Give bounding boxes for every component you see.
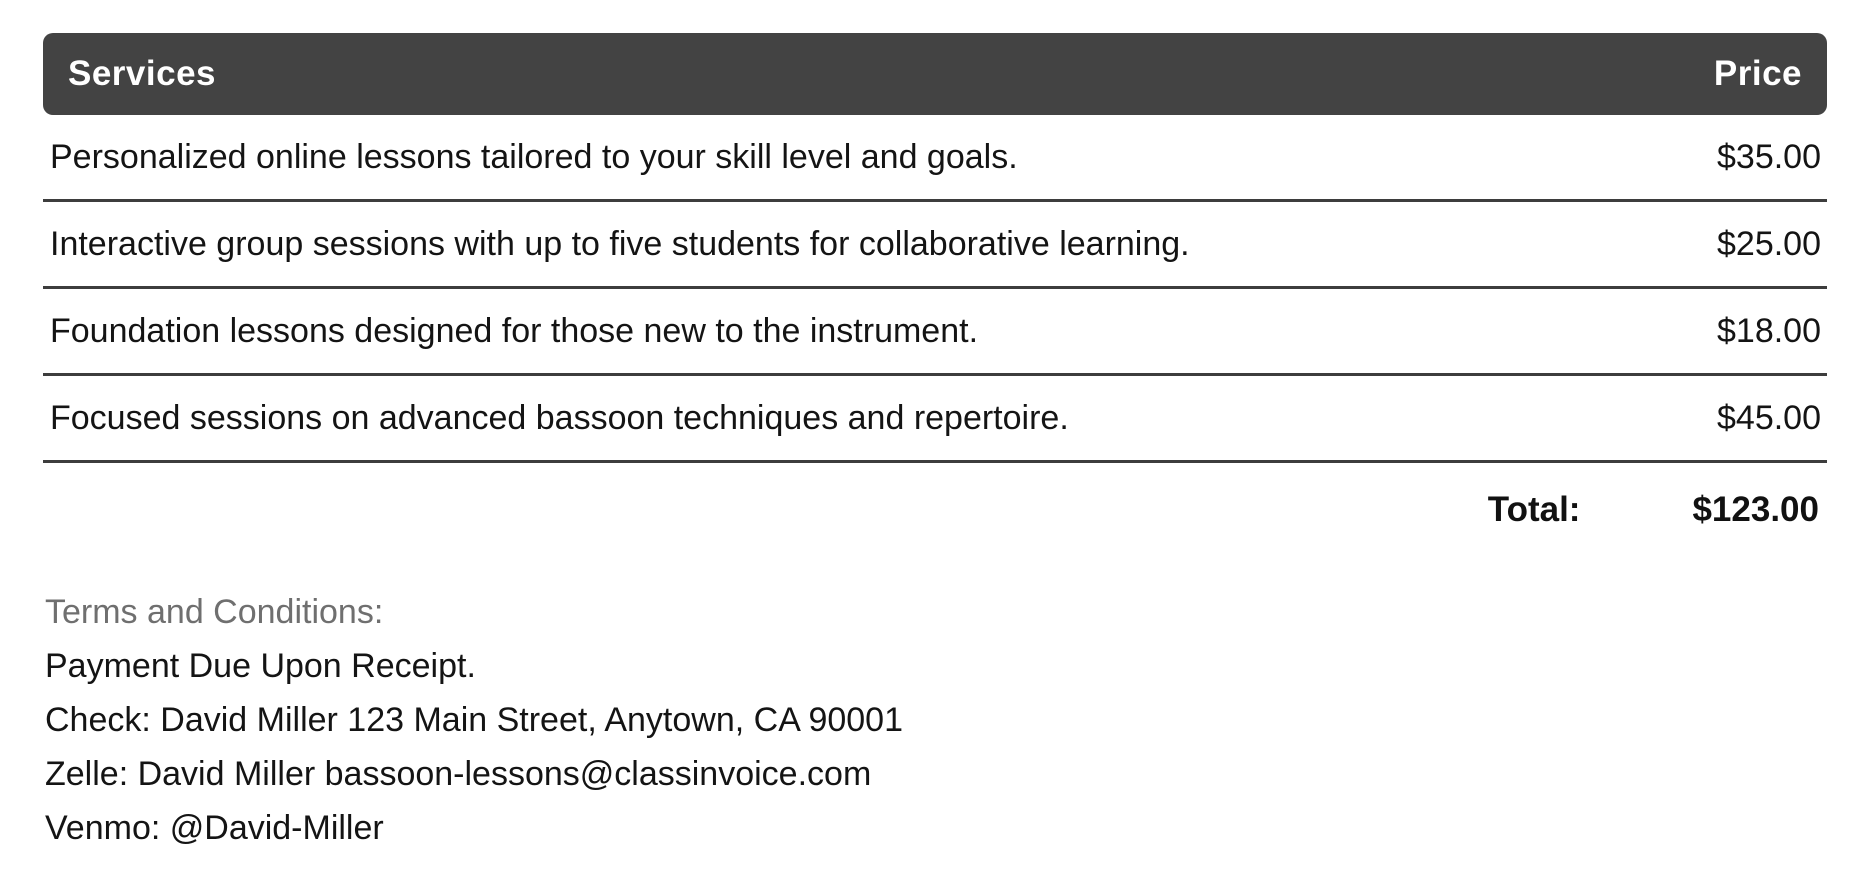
table-row xyxy=(43,289,1827,376)
service-price: $18.00 xyxy=(1717,311,1821,350)
total-row xyxy=(43,463,1827,557)
terms-line-zelle: Zelle: David Miller bassoon-lessons@classinvoice.com xyxy=(45,755,872,793)
total-value: $123.00 xyxy=(1692,490,1819,529)
terms-and-conditions-section xyxy=(43,585,1827,855)
table-row xyxy=(43,202,1827,289)
terms-line-payment-due: Payment Due Upon Receipt. xyxy=(45,647,476,685)
service-description: Interactive group sessions with up to five students for collaborative learning. xyxy=(50,224,1190,263)
table-row xyxy=(43,376,1827,463)
service-description: Focused sessions on advanced bassoon techniques and repertoire. xyxy=(50,398,1069,437)
service-price: $45.00 xyxy=(1717,398,1821,437)
service-description: Personalized online lessons tailored to your skill level and goals. xyxy=(50,137,1018,176)
terms-line-venmo: Venmo: @David-Miller xyxy=(45,809,384,847)
services-table-header xyxy=(43,33,1827,115)
service-description: Foundation lessons designed for those new to the instrument. xyxy=(50,311,979,350)
table-row xyxy=(43,115,1827,202)
terms-line-check: Check: David Miller 123 Main Street, Anytown, CA 90001 xyxy=(45,701,903,739)
price-column-header: Price xyxy=(1713,54,1802,93)
services-column-header: Services xyxy=(68,54,217,93)
service-price: $35.00 xyxy=(1717,137,1821,176)
service-price: $25.00 xyxy=(1717,224,1821,263)
terms-heading: Terms and Conditions: xyxy=(45,593,384,631)
total-label: Total: xyxy=(1487,490,1581,529)
